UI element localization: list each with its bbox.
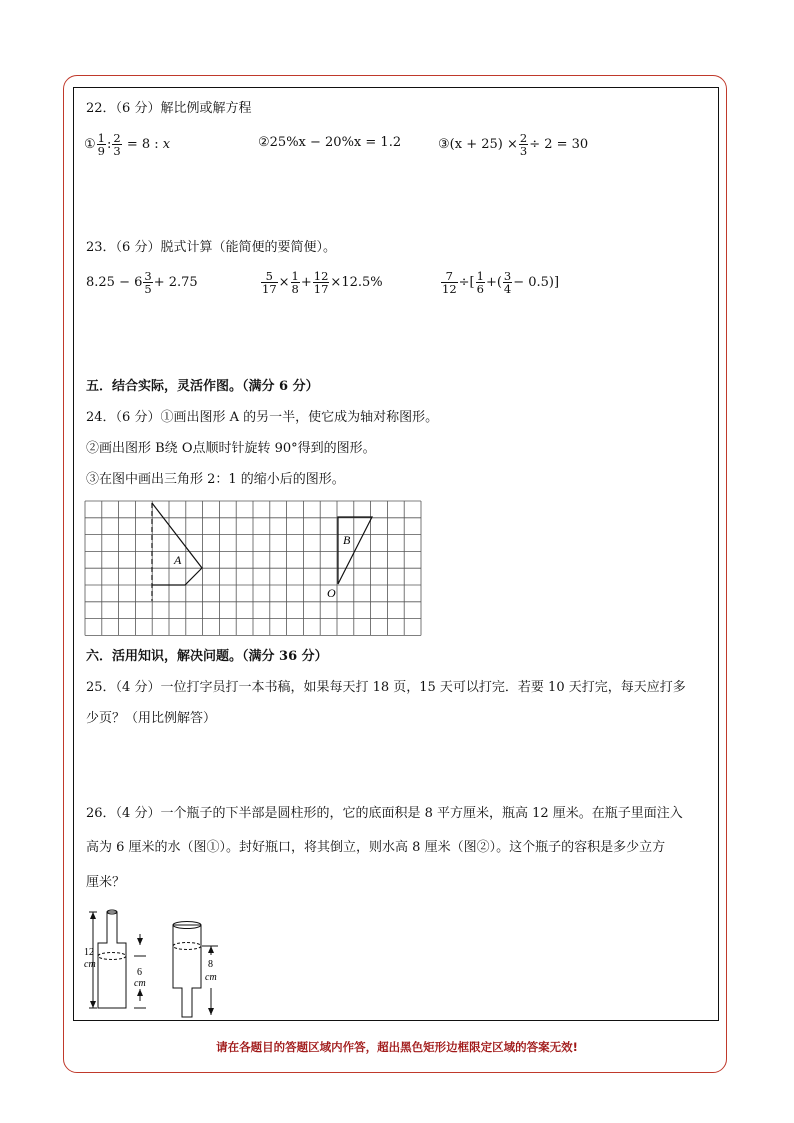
section-5-heading: 五．结合实际，灵活作图。（满分 6 分） bbox=[86, 379, 319, 394]
q25-line-2: 少页？（用比例解答） bbox=[86, 711, 217, 726]
q26-line-1: 26．（4 分）一个瓶子的下半部是圆柱形的，它的底面积是 8 平方厘米，瓶高 12 厘米。在瓶子里面注入 bbox=[86, 806, 683, 821]
q25-line-1: 25．（4 分）一位打字员打一本书稿，如果每天打 18 页，15 天可以打完．若要 10 天打完，每天应打多 bbox=[86, 680, 686, 695]
q22-equation-1: ① $\frac{1}{9}$ : $\frac{2}{3}$ = 8 : x bbox=[84, 131, 171, 159]
bottle-1-water-level bbox=[98, 953, 126, 960]
bottle-1-outline bbox=[98, 912, 126, 1008]
label-8: 8 bbox=[208, 959, 213, 970]
shape-a-half bbox=[152, 503, 202, 585]
q22-equation-2: ②25%x − 20%x = 1.2 bbox=[258, 135, 402, 150]
q23-title: 23．（6 分）脱式计算（能简便的要简便）。 bbox=[86, 240, 336, 255]
label-cm-1: cm bbox=[84, 959, 96, 970]
bottle-2-outline bbox=[173, 925, 201, 1017]
label-6: 6 bbox=[137, 967, 142, 978]
label-a: A bbox=[174, 553, 182, 567]
label-cm-3: cm bbox=[205, 972, 217, 983]
bottle-diagram bbox=[80, 905, 250, 1020]
q23-expression-3: $\frac{7}{12}$ ÷[ $\frac{1}{6}$ +( $\frac{3}{4}$ − 0.5)] bbox=[442, 269, 560, 297]
square-grid bbox=[85, 501, 421, 635]
bottle-2-water-level bbox=[173, 943, 201, 950]
q23-expression-2: $\frac{5}{17}$ × $\frac{1}{8}$ + $\frac{12}{17}$ ×12.5% bbox=[262, 269, 383, 297]
q22-equation-3: ③(x + 25) × $\frac{2}{3}$ ÷ 2 = 30 bbox=[438, 131, 589, 159]
label-12: 12 bbox=[84, 947, 94, 958]
q24-line-1: 24．（6 分）①画出图形 A 的另一半，使它成为轴对称图形。 bbox=[86, 410, 439, 425]
triangle-b bbox=[338, 517, 372, 584]
footer-notice: 请在各题目的答题区域内作答，超出黑色矩形边框限定区域的答案无效! bbox=[216, 1040, 578, 1054]
label-cm-2: cm bbox=[134, 978, 146, 989]
q26-line-3: 厘米？ bbox=[86, 875, 126, 890]
label-o: O bbox=[327, 586, 336, 600]
q24-grid-figure bbox=[84, 500, 426, 638]
section-6-heading: 六．活用知识，解决问题。（满分 36 分） bbox=[86, 649, 328, 664]
q23-expression-1: 8.25 − 6 $\frac{3}{5}$ + 2.75 bbox=[86, 269, 198, 297]
q26-line-2: 高为 6 厘米的水（图①）。封好瓶口，将其倒立，则水高 8 厘米（图②）。这个瓶子的容积是多少立方 bbox=[86, 840, 666, 855]
q22-title: 22．（6 分）解比例或解方程 bbox=[86, 101, 252, 116]
q24-line-3: ③在图中画出三角形 2：1 的缩小后的图形。 bbox=[86, 472, 345, 487]
label-b: B bbox=[343, 533, 351, 547]
q24-line-2: ②画出图形 B绕 O点顺时针旋转 90°得到的图形。 bbox=[86, 441, 376, 456]
